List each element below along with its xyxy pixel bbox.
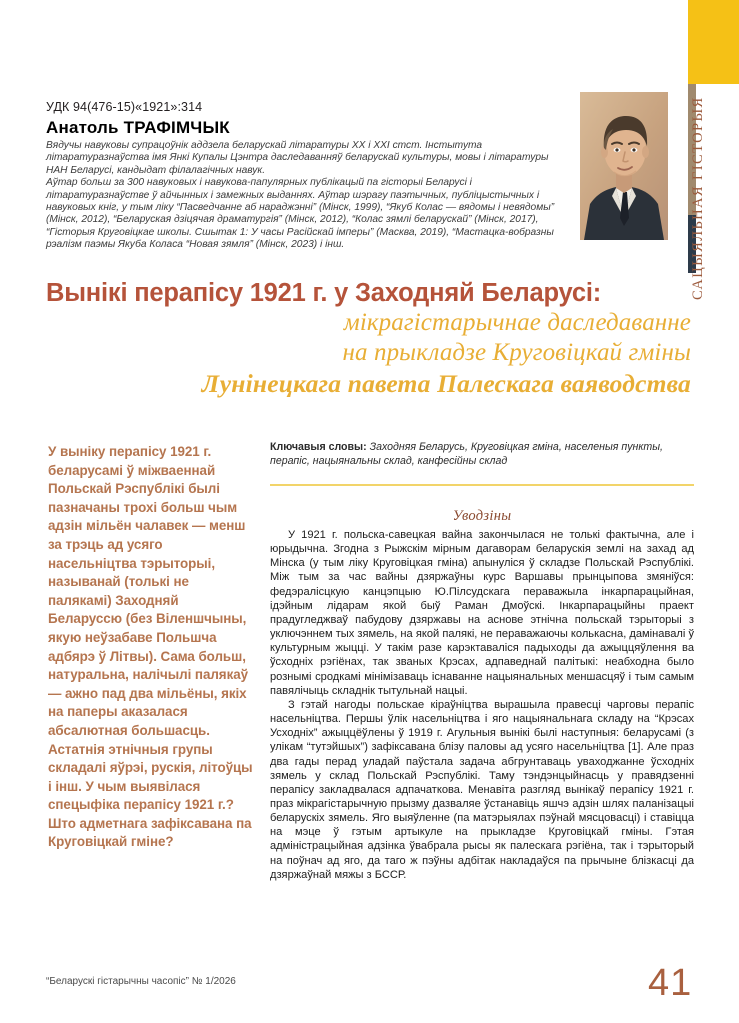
author-bio-paragraph: Аўтар больш за 300 навуковых і навукова-папулярных публікацый па гісторыі Беларусі і літаратуразнаўстве ў айчынных і замежных выданнях. Аўтар шэрагу паэтычных, публіцыстычных і навуковых кніг, у тым ліку “Пасведчанне аб нараджэнні” (Мінск, 1999), “Якуб Колас — вядомы і невядомы” (Мінск, 2012), “Беларуская дзіцячая драматургія” (Мінск, 2012), “Колас зямлі беларускай” (Мінск, 2017), “Гісторыя Круговіцкае школы. Сшытак 1: У часы Расійскай імперы” (Масква, 2019), “Мастацка-вобразны рэалізм паэмы Якуба Коласа “Новая зямля” (Мінск, 2023) і інш. (46, 177, 555, 251)
udk-code: УДК 94(476-15)«1921»:314 (46, 100, 203, 114)
keywords-divider (270, 484, 694, 486)
keywords-block (270, 440, 694, 468)
author-portrait-illustration (580, 92, 668, 240)
author-bio (46, 140, 562, 252)
page-number: 41 (648, 962, 693, 1004)
keywords-separator: : (363, 441, 370, 453)
keywords-values: Заходняя Беларусь, Круговіцкая гміна, населеныя пункты, перапіс, нацыянальны склад, канфесійны склад (270, 441, 664, 467)
author-photo (580, 92, 668, 240)
footer-journal-info: “Беларускі гістарычны часопіс” № 1/2026 (46, 976, 236, 987)
article-title (46, 278, 691, 400)
rubric-vertical-label: САЦЫЯЛЬНАЯ ГІСТОРЫЯ (690, 96, 706, 300)
article-paragraph: З гэтай нагоды польскае кіраўніцтва вырашыла правесці чарговы перапіс насельніцтва. Першы ўлік насельніцтва і яго нацыянальнага складу на “Крэсах Усходніх” ажыццёўлены ў 1919 г. Агульныя вынікі былі наступныя: беларусамі (з улікам “тутэйшых”) зафіксавана блізу паловы ад усяго насельніцтва [1]. Але праз два гады перад уладай паўстала задача абгрунтаваць уваходжанне ўсходніх зямель у склад Польскай Рэспублікі. Таму тэндэнцыйнасць у правядзенні перапісу закладвалася адпачаткова. Менавіта разгляд вынікаў перапісу 1921 г. праз мікрагістарычную прызму дазваляе ўстанавіць яшчэ адзін шлях паланізацыі беларускіх зямель. Яго выяўленне (па матэрыялах пэўнай мясцовасці) і ставіцца на мэце ў гэтым артыкуле на прыкладзе Круговіцкай гміны. Гэтая адміністрацыйная адзінка ўвабрала рысы як палескага рэгіёна, так і тэрыторый на поўнач ад яго, да таго ж пэўны адбітак накладаўся па прычыне блізкасці да дзяржаўнай мяжы з БССР. (270, 698, 694, 881)
article-body (270, 528, 694, 882)
author-bio-paragraph: Вядучы навуковы супрацоўнік аддзела беларускай літаратуры XX і XXI стст. Інстытута літаратуразнаўства імя Янкі Купалы Цэнтра даследаванняў беларускай культуры, мовы і літаратуры НАН Беларусі, кандыдат філалагічных навук. (46, 140, 549, 176)
article-title-line-4: Лунінецкага павета Палескага ваяводства (201, 369, 691, 398)
article-title-line-3: на прыкладзе Круговіцкай гміны (342, 339, 691, 366)
section-heading: Уводзіны (452, 508, 512, 524)
pull-quote: У выніку перапісу 1921 г. беларусамі ў міжваеннай Польскай Рэспублікі былі пазначаны трохі больш чым адзін мільён чалавек — менш за трэць ад усяго насельніцтва тэрыторыі, называнай (толькі не палякамі) Заходняй Беларуссю (без Віленшчыны, якую неўзабаве Польшча адбярэ ў Літвы). Сама больш, натуральна, налічылі палякаў — ажно пад два мільёны, якіх на паперы аказалася абсалютная большасць. Астатнія этнічныя групы складалі яўрэі, рускія, літоўцы і інш. У чым выявілася спецыфіка перапісу 1921 г.? Што адметнага зафіксавана па Круговіцкай гміне? (48, 444, 253, 850)
keywords-label: Ключавыя словы (270, 441, 364, 453)
rubric-yellow-tab (688, 0, 739, 84)
article-paragraph: У 1921 г. польска-савецкая вайна закончылася не толькі фактычна, але і юрыдычна. Згодна з Рыжскім мірным дагаворам беларускія землі на захад ад Мінска (у тым ліку Круговіцкая гміна) апынуліся ў складзе Польскай Рэспублікі. Між тым за час вайны дзяржаўны курс Варшавы прынцыпова змяніўся: федэралісцкую канцэпцыю Ю.Пілсудскага пераважыла інкарпарацыйная, ідэйным лідарам якой быў Раман Дмоўскі. Інкарпарацыйны праект прадугледжваў пабудову дзяржавы на аснове этнічна польскай тэрыторыі з уключэннем тых зямель, на якой палякі, не пераважаючы колькасна, дамінавалі ў культурным жыцці. У такім разе карэктаваліся падыходы да ажыццяўлення ва ўсходніх рэгіёнах, так званых Крэсах, адпаведнай палітыкі: неабходна было рознымі сродкамі мінімізаваць існаванне нацыянальных меншасцяў і тым самым павялічыць складнік тытульнай нацыі. (270, 529, 694, 697)
author-name: Анатоль ТРАФІМЧЫК (46, 118, 230, 137)
article-title-line-1: Вынікі перапісу 1921 г. у Заходняй Беларусі: (46, 279, 602, 307)
article-title-line-2: мікрагістарычнае даследаванне (343, 309, 691, 336)
